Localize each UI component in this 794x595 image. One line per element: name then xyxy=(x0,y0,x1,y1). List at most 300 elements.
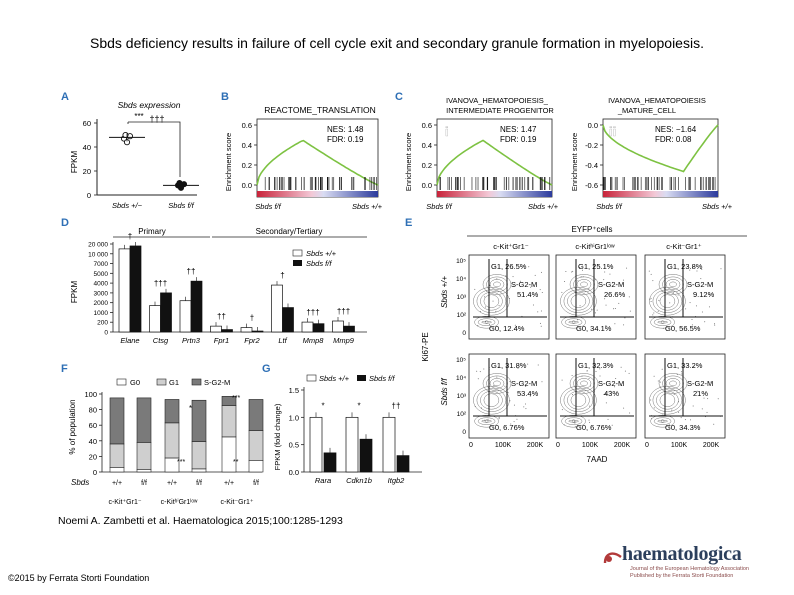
flow-event xyxy=(541,381,542,382)
flow-event xyxy=(609,274,610,275)
flow-event xyxy=(527,364,528,365)
flow-event xyxy=(508,392,509,393)
panel-f-bar-segment xyxy=(110,398,124,444)
flow-event xyxy=(541,272,542,273)
panel-g-bar xyxy=(324,453,336,472)
panel-e-col-1: c-Kit⁺Gr1⁻ xyxy=(493,242,529,251)
flow-event xyxy=(690,419,691,420)
panel-b-nes: NES: 1.48 xyxy=(327,125,364,134)
flow-event xyxy=(496,377,497,378)
panel-letter-c: C xyxy=(395,91,403,103)
panel-d-gene-label: Ctsg xyxy=(152,336,169,345)
panel-d-sig: ††† xyxy=(306,308,320,318)
logo-word: haematologica xyxy=(622,543,742,565)
flow-event xyxy=(612,425,613,426)
flow-event xyxy=(514,405,515,406)
panel-d-sig: †† xyxy=(186,267,196,277)
panel-c-ylabel-ii: Enrichment score xyxy=(570,132,579,192)
flow-event xyxy=(630,311,631,312)
flow-event xyxy=(476,371,477,372)
flow-g0-label: G0, 6.76% xyxy=(576,423,612,432)
panel-a-title: Sbds expression xyxy=(117,100,181,110)
flow-event xyxy=(718,398,719,399)
panel-f-legend-g1: G1 xyxy=(169,378,180,387)
panel-d-sig: ††† xyxy=(336,307,351,316)
flow-event xyxy=(588,288,589,289)
flow-event xyxy=(496,278,497,279)
panel-b-xleft: Sbds f/f xyxy=(255,202,281,211)
panel-f-ytick: 0 xyxy=(92,468,97,477)
flow-sg2m-value: 51.4% xyxy=(517,290,539,299)
flow-event xyxy=(704,321,705,322)
panel-d-bar xyxy=(344,326,355,332)
panel-c-ii-ytick: -0.2 xyxy=(585,141,598,150)
panel-f-population-3: c-Kit⁻Gr1⁺ xyxy=(220,499,254,506)
panel-d-ytick: 1000 xyxy=(93,309,108,317)
flow-g0-label: G0, 6.76% xyxy=(489,423,525,432)
flow-event xyxy=(480,311,481,312)
panel-f-legend-g0: G0 xyxy=(130,378,141,387)
flow-event xyxy=(481,408,482,409)
flow-event xyxy=(650,399,651,400)
panel-f-bar-segment xyxy=(249,431,263,461)
panel-f-bar-segment xyxy=(110,467,124,472)
panel-f-bar-segment xyxy=(192,442,206,469)
flow-event xyxy=(669,302,670,303)
flow-event xyxy=(516,419,517,420)
flow-event xyxy=(565,271,566,272)
panel-d-gene-label: Mmp9 xyxy=(333,336,354,345)
flow-sg2m-label: S-G2-M xyxy=(511,379,538,388)
panel-a-ytick: 0 xyxy=(86,191,91,200)
panel-b-fdr: FDR: 0.19 xyxy=(327,135,364,144)
flow-event xyxy=(484,420,485,421)
flow-event xyxy=(707,412,708,413)
flow-event xyxy=(652,314,653,315)
panel-f-population-1: c-Kit⁺Gr1⁻ xyxy=(108,499,142,506)
panel-e-xlabel: 7AAD xyxy=(586,455,608,464)
panel-b-title: REACTOME_TRANSLATION xyxy=(264,105,376,115)
panel-d-sig: † xyxy=(249,313,255,323)
panel-d-group-primary: Primary xyxy=(138,227,166,236)
flow-event xyxy=(618,303,619,304)
panel-g-ytick: 1.5 xyxy=(288,386,299,395)
flow-event xyxy=(692,319,693,320)
flow-xtick: 100K xyxy=(494,442,512,449)
panel-b-xright: Sbds +/+ xyxy=(351,202,383,211)
panel-f-genotype-label: f/f xyxy=(141,480,147,487)
flow-event xyxy=(662,291,663,292)
flow-sg2m-label: S-G2-M xyxy=(598,379,625,388)
flow-event xyxy=(574,421,575,422)
flow-ytick: 10² xyxy=(456,312,466,319)
flow-sg2m-value: 9.12% xyxy=(693,290,715,299)
panel-c-nes-i: NES: 1.47 xyxy=(500,125,537,134)
panel-f xyxy=(61,363,263,506)
flow-event xyxy=(649,271,650,272)
flow-event xyxy=(690,302,691,303)
panel-f-genotype-label: f/f xyxy=(196,480,202,487)
flow-event xyxy=(564,281,565,282)
flow-ytick: 10³ xyxy=(456,393,466,400)
flow-event xyxy=(662,369,663,370)
flow-event xyxy=(523,406,524,407)
panel-f-genotype-label: +/+ xyxy=(166,480,178,487)
panel-g-sig: †† xyxy=(391,401,401,411)
panel-d-gene-label: Fpr1 xyxy=(213,336,230,345)
panel-f-bar-segment xyxy=(137,442,151,469)
panel-d-bar xyxy=(302,322,313,332)
flow-event xyxy=(540,323,541,324)
flow-event xyxy=(720,268,721,269)
flow-event xyxy=(535,275,536,276)
panel-d-bar xyxy=(252,331,263,332)
flow-event xyxy=(604,272,605,273)
panel-c-xright-i: Sbds +/+ xyxy=(527,202,559,211)
panel-c-ylabel-i: Enrichment score xyxy=(404,132,413,192)
panel-d-sig: †† xyxy=(217,312,226,322)
panel-d-sig: † xyxy=(127,231,133,241)
flow-event xyxy=(475,406,476,407)
flow-event xyxy=(652,280,653,281)
panel-f-bar-segment xyxy=(165,399,179,422)
flow-event xyxy=(700,278,701,279)
panel-d-ytick: 200 xyxy=(97,319,108,327)
panel-d-bar xyxy=(283,308,294,332)
flow-event xyxy=(541,326,542,327)
flow-event xyxy=(629,373,630,374)
panel-f-bar-segment xyxy=(192,469,206,472)
panel-d-gene-label: Fpr2 xyxy=(244,336,260,345)
panel-g-gene-label: Itgb2 xyxy=(387,476,405,485)
flow-event xyxy=(581,376,582,377)
panel-b-ytick: 0.4 xyxy=(241,141,252,150)
panel-d-bar xyxy=(150,306,161,332)
panel-c-title-i-2: INTERMEDIATE PROGENITOR xyxy=(446,106,554,115)
panel-g-legend-ff: Sbds f/f xyxy=(369,374,395,383)
flow-event xyxy=(673,292,674,293)
flow-event xyxy=(654,407,655,408)
flow-event xyxy=(663,328,664,329)
panel-c-ii-ytick: -0.6 xyxy=(585,181,598,190)
flow-sg2m-value: 26.6% xyxy=(604,290,626,299)
flow-event xyxy=(478,378,479,379)
panel-letter-f: F xyxy=(61,363,68,375)
panel-b-ytick: 0.0 xyxy=(241,181,252,190)
flow-xtick: 200K xyxy=(526,442,544,449)
flow-event xyxy=(587,371,588,372)
flow-event xyxy=(651,274,652,275)
flow-event xyxy=(483,369,484,370)
panel-letter-d: D xyxy=(61,217,69,229)
panel-d-bar xyxy=(180,301,191,332)
panel-g-bar xyxy=(383,417,395,472)
flow-event xyxy=(581,276,582,277)
panel-c-nes-ii: NES: −1.64 xyxy=(655,125,697,134)
flow-event xyxy=(572,394,573,395)
flow-event xyxy=(480,371,481,372)
panel-f-ytick: 80 xyxy=(88,405,97,415)
panel-e-ylabel: Ki67-PE xyxy=(421,332,430,362)
panel-c xyxy=(395,91,733,211)
flow-g0-label: G0, 56.5% xyxy=(665,324,701,333)
flow-event xyxy=(580,305,581,306)
flow-event xyxy=(671,410,672,411)
panel-d-ytick: 0 xyxy=(104,329,108,337)
logo-subline-1: Journal of the European Hematology Association xyxy=(630,566,749,572)
panel-a xyxy=(61,91,199,210)
flow-event xyxy=(513,276,514,277)
panel-f-ytick: 100 xyxy=(84,390,97,399)
flow-event xyxy=(660,382,661,383)
flow-event xyxy=(649,299,650,300)
flow-event xyxy=(681,417,682,418)
panel-g-sig: * xyxy=(321,401,325,411)
panel-c-fdr-ii: FDR: 0.08 xyxy=(655,135,692,144)
flow-event xyxy=(614,323,615,324)
panel-d-ytick: 2000 xyxy=(93,300,108,308)
flow-event xyxy=(674,394,675,395)
flow-sg2m-value: 43% xyxy=(604,389,620,398)
flow-event xyxy=(499,305,500,306)
flow-event xyxy=(606,402,607,403)
flow-event xyxy=(651,298,652,299)
flow-event xyxy=(696,305,697,306)
flow-event xyxy=(702,408,703,409)
panel-g-ytick: 0.5 xyxy=(288,440,299,450)
flow-event xyxy=(600,376,601,377)
flow-xtick: 0 xyxy=(645,442,649,449)
flow-event xyxy=(615,308,616,309)
flow-event xyxy=(541,311,542,312)
flow-event xyxy=(514,421,515,422)
panel-d-ytick: 10 000 xyxy=(88,251,108,259)
flow-event xyxy=(474,289,475,290)
flow-event xyxy=(681,371,682,372)
flow-event xyxy=(477,325,478,326)
flow-event xyxy=(685,308,686,309)
flow-ytick: 10⁵ xyxy=(456,258,466,265)
panel-f-sig-mid: * xyxy=(189,404,193,413)
panel-e-row-1: Sbds +/+ xyxy=(440,275,449,309)
figure xyxy=(57,82,747,507)
panel-d-ylabel: FPKM xyxy=(70,280,79,304)
logo-subline xyxy=(630,566,775,580)
panel-f-row-label: Sbds xyxy=(71,478,90,487)
flow-event xyxy=(658,311,659,312)
panel-d-sig: ††† xyxy=(153,278,168,288)
flow-event xyxy=(654,376,655,377)
flow-event xyxy=(595,371,596,372)
flow-event xyxy=(667,293,668,294)
panel-d-ytick: 20 000 xyxy=(88,241,108,249)
flow-g1-label: G1, 23.8% xyxy=(667,262,703,271)
flow-ytick: 10⁴ xyxy=(455,276,466,283)
panel-g-ytick: 0.0 xyxy=(288,468,299,477)
flow-g1-label: G1, 26.5% xyxy=(491,262,527,271)
flow-event xyxy=(595,312,596,313)
panel-g-bar xyxy=(360,439,372,472)
panel-f-bar-segment xyxy=(137,398,151,442)
panel-c-roman-i: i xyxy=(445,124,449,139)
flow-event xyxy=(509,400,510,401)
panel-c-title-ii-1: IVANOVA_HEMATOPOIESIS xyxy=(608,96,706,105)
panel-f-population-2: c-KitʰⁱGr1ˡᵒʷ xyxy=(160,499,198,506)
flow-ytick: 10⁵ xyxy=(456,357,466,364)
flow-event xyxy=(499,418,500,419)
panel-d-ytick: 5000 xyxy=(93,270,108,278)
panel-c-title-ii-2: _MATURE_CELL xyxy=(617,106,677,115)
flow-sg2m-label: S-G2-M xyxy=(687,379,714,388)
flow-event xyxy=(707,398,708,399)
flow-event xyxy=(623,408,624,409)
panel-f-legend-sg2m: S-G2-M xyxy=(204,378,231,387)
panel-letter-g: G xyxy=(262,363,271,375)
panel-g-bar xyxy=(346,417,358,472)
flow-sg2m-value: 21% xyxy=(693,389,709,398)
citation: Noemi A. Zambetti et al. Haematologica 2015;100:1285-1293 xyxy=(58,515,343,527)
flow-event xyxy=(488,419,489,420)
panel-c-roman-ii: ii xyxy=(609,124,617,139)
flow-event xyxy=(714,325,715,326)
panel-d-bar xyxy=(191,281,202,332)
flow-sg2m-value: 53.4% xyxy=(517,389,539,398)
flow-xtick: 0 xyxy=(469,442,473,449)
flow-event xyxy=(658,380,659,381)
flow-sg2m-label: S-G2-M xyxy=(687,280,714,289)
flow-event xyxy=(485,321,486,322)
panel-c-i-ytick: 0.6 xyxy=(421,121,432,130)
panel-f-bar-segment xyxy=(222,437,236,472)
panel-d-bar xyxy=(241,328,252,332)
flow-g1-label: G1, 31.8% xyxy=(491,361,527,370)
panel-c-title-i-1: IVANOVA_HEMATOPOIESIS_ xyxy=(446,96,548,105)
flow-event xyxy=(525,408,526,409)
panel-g-legend-wt: Sbds +/+ xyxy=(319,374,350,383)
panel-f-bar-segment xyxy=(110,444,124,467)
panel-c-xleft-i: Sbds f/f xyxy=(426,202,452,211)
panel-letter-e: E xyxy=(405,217,413,229)
panel-f-genotype-label: +/+ xyxy=(223,480,235,487)
panel-f-ytick: 60 xyxy=(88,421,97,431)
panel-d-ytick: 3000 xyxy=(93,290,108,298)
flow-event xyxy=(495,311,496,312)
panel-d-bar xyxy=(222,330,233,332)
flow-g1-label: G1, 33.2% xyxy=(667,361,703,370)
panel-c-xright-ii: Sbds +/+ xyxy=(701,202,733,211)
flow-event xyxy=(577,280,578,281)
panel-f-ytick: 40 xyxy=(88,436,97,446)
panel-a-xcat-2: Sbds f/f xyxy=(168,201,194,210)
panel-f-genotype-label: +/+ xyxy=(111,480,123,487)
panel-b-ytick: 0.6 xyxy=(241,121,252,130)
flow-event xyxy=(505,276,506,277)
flow-event xyxy=(702,312,703,313)
flow-event xyxy=(613,308,614,309)
flow-event xyxy=(540,289,541,290)
flow-event xyxy=(651,418,652,419)
flow-xtick: 100K xyxy=(670,442,688,449)
flow-event xyxy=(589,406,590,407)
flow-event xyxy=(629,296,630,297)
panel-c-i-ytick: 0.0 xyxy=(421,181,432,190)
flow-event xyxy=(653,312,654,313)
flow-event xyxy=(709,306,710,307)
flow-event xyxy=(493,301,494,302)
flow-event xyxy=(583,276,584,277)
panel-e xyxy=(405,217,747,464)
panel-d-bar xyxy=(313,324,324,332)
flow-event xyxy=(678,401,679,402)
panel-e-col-3: c-Kit⁻Gr1⁺ xyxy=(666,242,702,251)
flow-sg2m-label: S-G2-M xyxy=(598,280,625,289)
panel-b-ytick: 0.2 xyxy=(241,161,252,170)
panel-c-ii-ytick: -0.4 xyxy=(585,161,598,170)
panel-c-fdr-i: FDR: 0.19 xyxy=(500,135,537,144)
flow-event xyxy=(662,415,663,416)
panel-f-sig-top: *** xyxy=(232,395,241,402)
panel-c-ii-ytick: 0.0 xyxy=(587,121,598,130)
panel-e-row-2: Sbds f/f xyxy=(440,378,449,406)
flow-event xyxy=(499,417,500,418)
flow-event xyxy=(591,309,592,310)
panel-d-bar xyxy=(333,321,344,332)
panel-d-gene-label: Prtn3 xyxy=(182,336,200,345)
panel-g-ylabel: FPKM (fold change) xyxy=(273,403,282,471)
flow-g0-label: G0, 12.4% xyxy=(489,324,525,333)
flow-xtick: 100K xyxy=(581,442,599,449)
panel-g-sig: * xyxy=(357,401,361,411)
panel-a-ytick: 20 xyxy=(82,167,91,176)
panel-g xyxy=(262,363,422,485)
flow-event xyxy=(562,380,563,381)
flow-event xyxy=(623,324,624,325)
panel-f-sig-low1: *** xyxy=(177,459,186,466)
flow-event xyxy=(589,420,590,421)
flow-g1-label: G1, 25.1% xyxy=(578,262,614,271)
flow-event xyxy=(504,386,505,387)
panel-f-genotype-label: f/f xyxy=(253,480,259,487)
slide-title: Sbds deficiency results in failure of cell cycle exit and secondary granule formation in myelopoiesis. xyxy=(90,35,704,51)
panel-f-ytick: 20 xyxy=(88,452,97,462)
panel-g-bar xyxy=(310,417,322,472)
panel-b xyxy=(221,91,383,211)
panel-d-bar xyxy=(272,285,283,332)
panel-f-bar-segment xyxy=(165,423,179,458)
flow-event xyxy=(693,405,694,406)
panel-f-sig-low2: ** xyxy=(233,459,239,466)
flow-event xyxy=(678,295,679,296)
panel-a-ytick: 60 xyxy=(82,119,91,128)
haematologica-logo xyxy=(600,543,785,583)
panel-e-col-2: c-KitʰⁱGr1ˡᵒʷ xyxy=(575,242,615,251)
panel-letter-b: B xyxy=(221,91,229,103)
panel-e-title: EYFP⁺cells xyxy=(571,225,613,234)
panel-c-xleft-ii: Sbds f/f xyxy=(596,202,622,211)
flow-event xyxy=(685,419,686,420)
flow-event xyxy=(577,319,578,320)
panel-d-sig: † xyxy=(280,271,285,281)
panel-d-gene-label: Ltf xyxy=(278,336,287,345)
flow-event xyxy=(658,300,659,301)
flow-ytick: 10² xyxy=(456,411,466,418)
flow-event xyxy=(608,419,609,420)
panel-c-i-ytick: 0.4 xyxy=(421,141,432,150)
flow-event xyxy=(489,285,490,286)
flow-event xyxy=(572,375,573,376)
panel-d-group-secondary: Secondary/Tertiary xyxy=(255,227,323,236)
flow-ytick: 10⁴ xyxy=(455,375,466,382)
